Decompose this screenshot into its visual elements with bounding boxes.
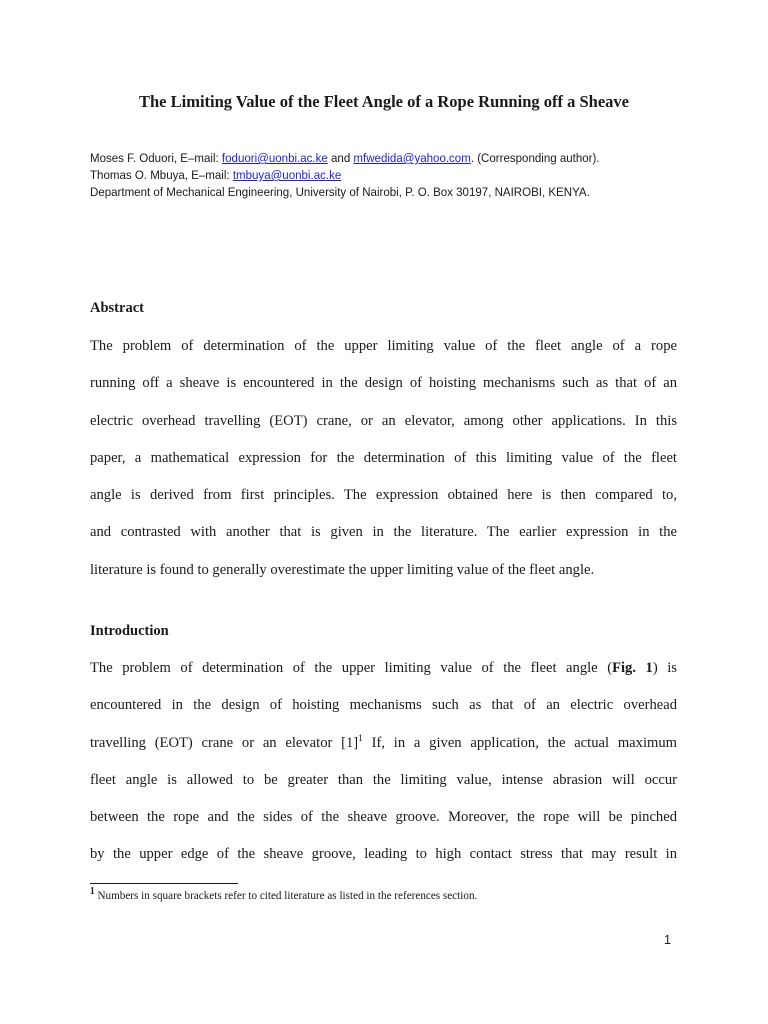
intro-line-1-end: ) is [652,660,677,676]
author-1-email-link[interactable]: foduori@uonbi.ac.ke [221,151,328,165]
introduction-line: by the upper edge of the sheave groove, leading to high contact stress that may result in [90,846,677,863]
footnote-text: Numbers in square brackets refer to cited literature as listed in the references section. [94,888,478,902]
author-line-1 [90,150,648,167]
author-2-name: Thomas O. Mbuya, E–mail: [90,168,233,182]
footnote-separator [90,883,238,884]
abstract-heading: Abstract [90,300,144,316]
paper-title: The Limiting Value of the Fleet Angle of a Rope Running off a Sheave [139,92,629,111]
introduction-line [90,650,677,687]
intro-line-3-end: If, in a given application, the actual maximum [362,734,677,751]
affiliation: Department of Mechanical Engineering, University of Nairobi, P. O. Box 30197, NAIROBI, KENYA. [90,185,590,199]
abstract-line: and contrasted with another that is given in the literature. The earlier expression in the [90,524,677,541]
introduction-line [90,725,677,762]
intro-line-3-start: travelling (EOT) crane or an elevator [1] [90,734,359,751]
page-number: 1 [664,933,671,947]
introduction-heading: Introduction [90,623,169,639]
introduction-line: fleet angle is allowed to be greater than the limiting value, intense abrasion will occur [90,771,677,788]
introduction-body [90,650,677,874]
abstract-line: running off a sheave is encountered in the design of hoisting mechanisms such as that of an [90,375,677,392]
introduction-line: between the rope and the sides of the sheave groove. Moreover, the rope will be pinched [90,809,677,826]
footnote-number: 1 [90,886,95,897]
corresponding-author-note: . (Corresponding author). [470,151,600,165]
introduction-line: encountered in the design of hoisting mechanisms such as that of an electric overhead [90,697,677,714]
author-2-email-link[interactable]: tmbuya@uonbi.ac.ke [232,168,342,182]
author-1-email-link-2[interactable]: mfwedida@yahoo.com [353,151,471,165]
footnote-marker: 1 [358,733,363,744]
footnote [90,886,477,904]
author-1-joiner: and [327,151,354,165]
abstract-line: literature is found to generally overestimate the upper limiting value of the fleet angle. [90,561,595,578]
author-line-2 [90,167,648,184]
author-1-name: Moses F. Oduori, E–mail: [90,151,222,165]
abstract-body [90,328,677,589]
abstract-line: paper, a mathematical expression for the determination of this limiting value of the fleet [90,449,677,466]
author-block [90,150,648,201]
abstract-line: The problem of determination of the upper limiting value of the fleet angle of a rope [90,338,677,354]
abstract-line: angle is derived from first principles. The expression obtained here is then compared to, [90,487,677,504]
abstract-line: electric overhead travelling (EOT) crane, or an elevator, among other applications. In this [90,412,677,429]
intro-line-1-start: The problem of determination of the upper limiting value of the fleet angle ( [90,660,613,676]
figure-reference: Fig. 1 [612,660,653,676]
